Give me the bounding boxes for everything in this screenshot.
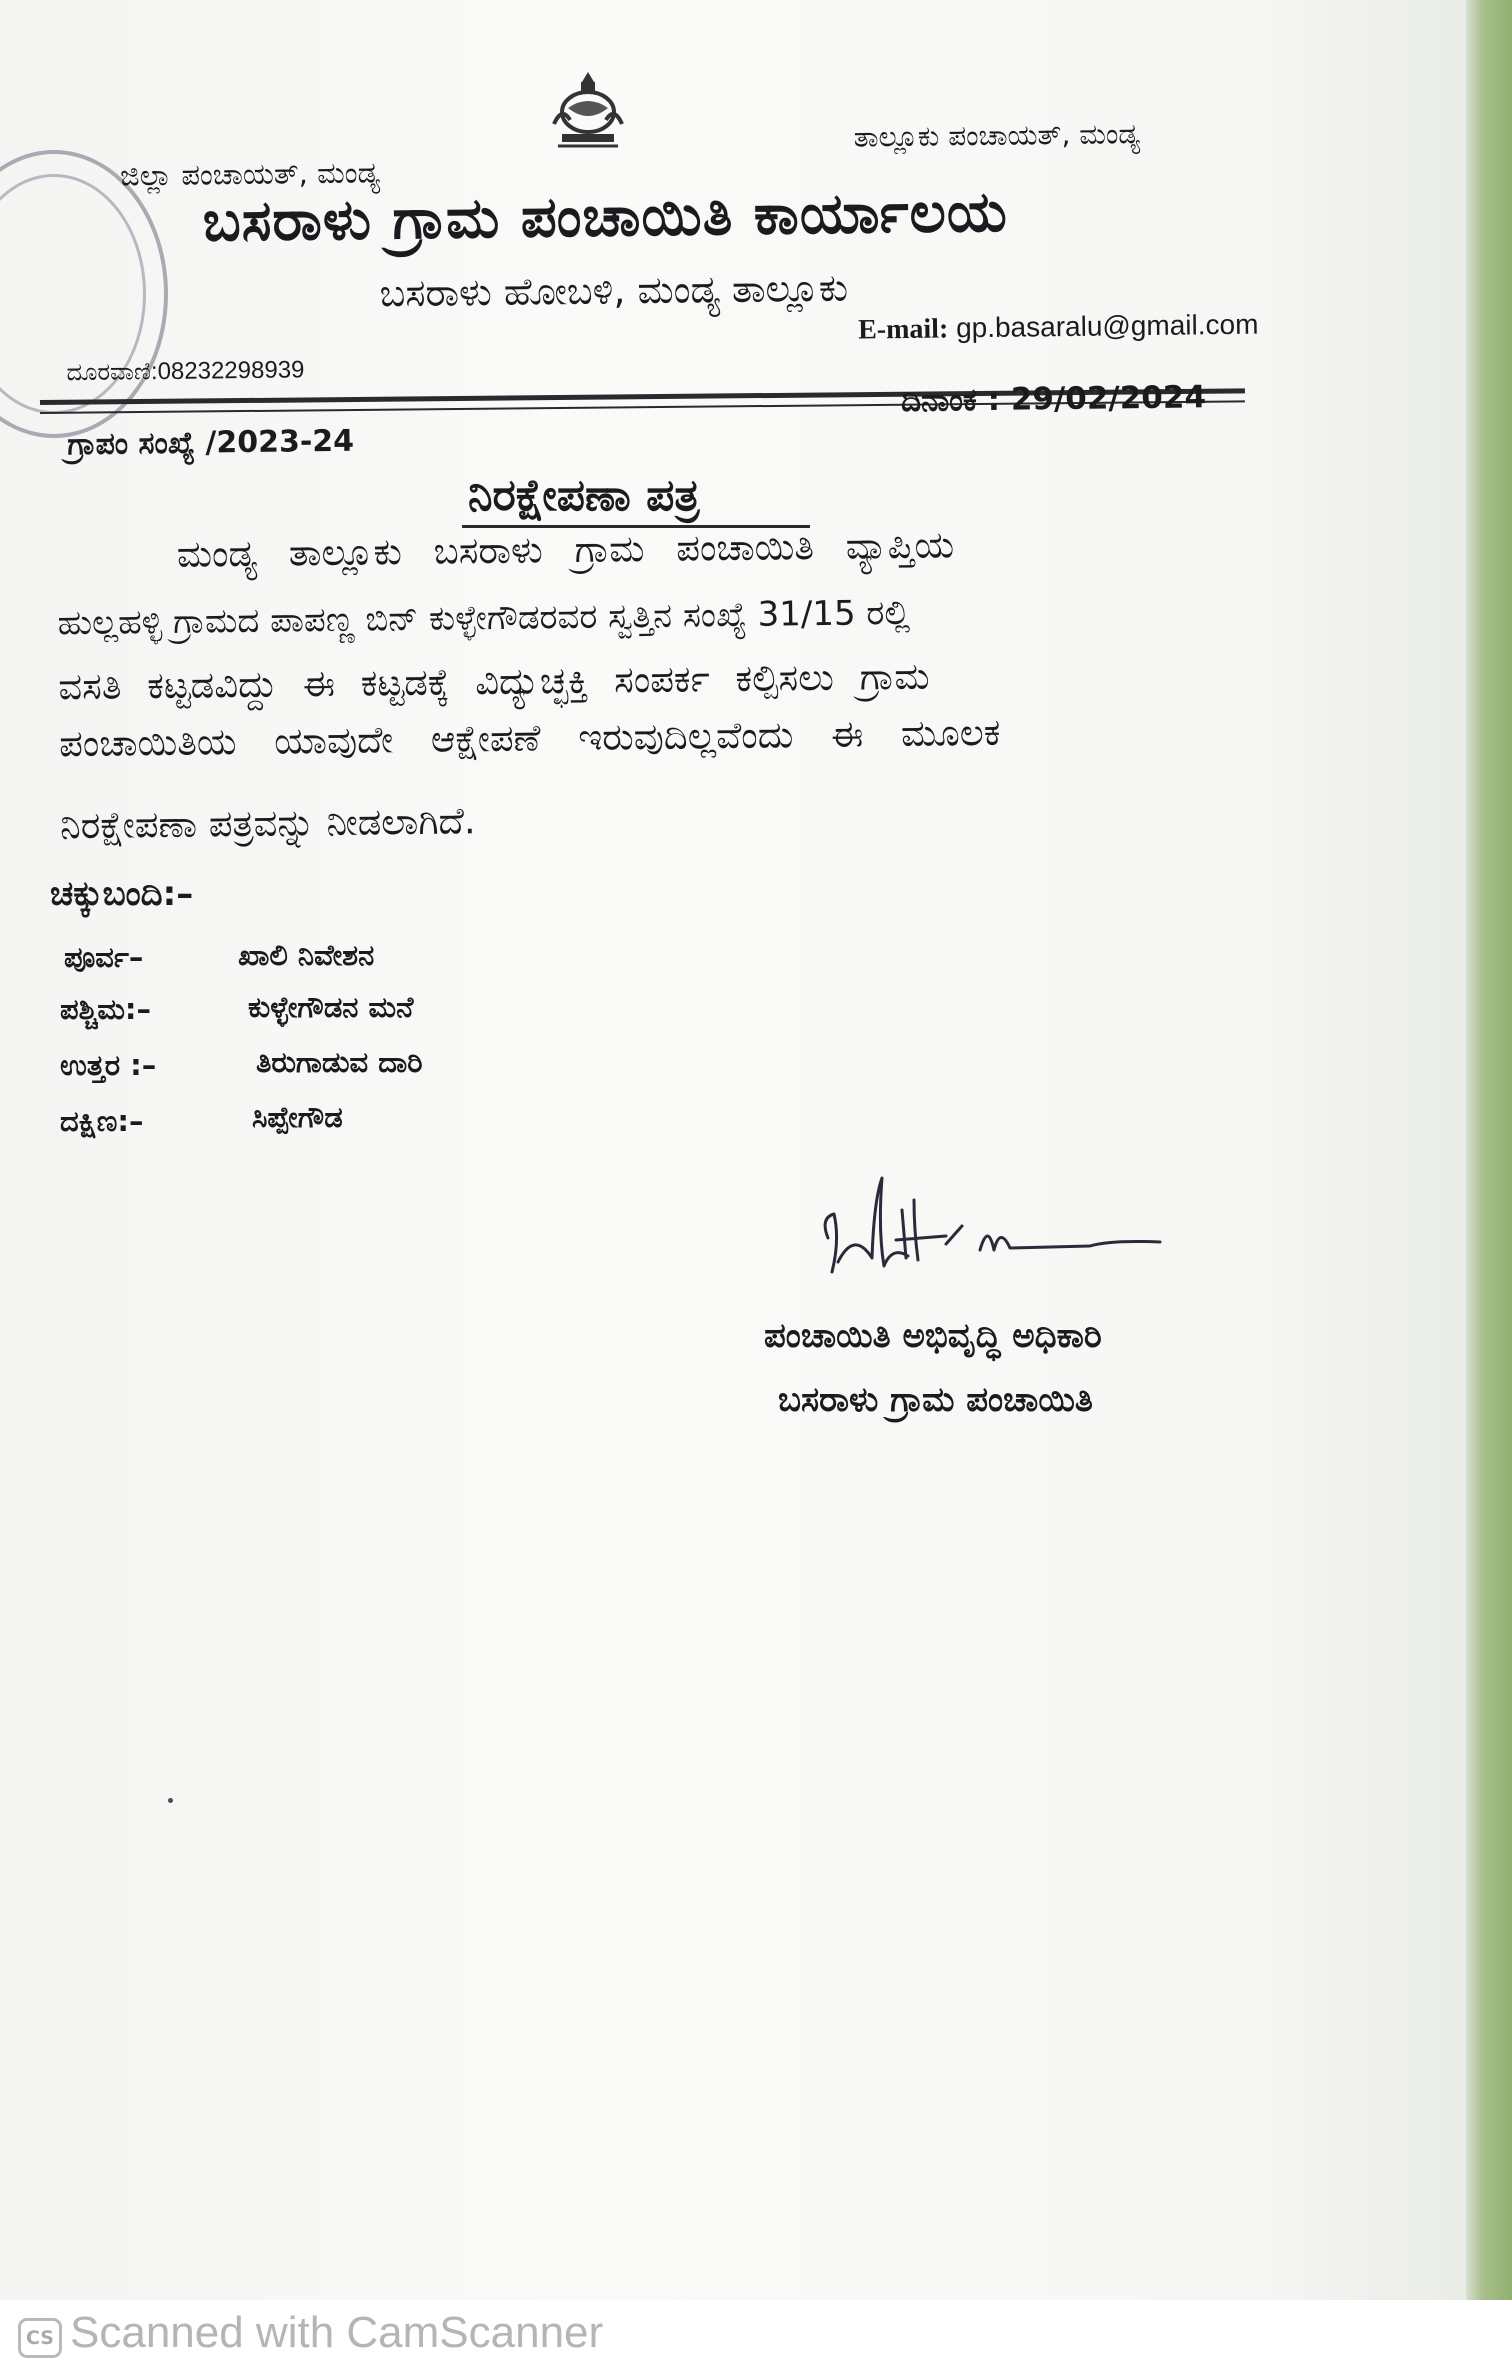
boundary-direction: ಉತ್ತರ :– xyxy=(60,1048,157,1082)
boundary-direction: ಪಶ್ಚಿಮ:– xyxy=(60,992,152,1026)
body-line: ಹುಲ್ಲಹಳ್ಳಿ ಗ್ರಾಮದ ಪಾಪಣ್ಣ ಬಿನ್ ಕುಳ್ಳೇಗೌಡರವರ ಸ್ವತ್ತಿನ ಸಂಖ್ಯೆ 31/15 ರಲ್ಲಿ xyxy=(57,592,911,644)
zilla-panchayat-label: ಜಿಲ್ಲಾ ಪಂಚಾಯತ್, ಮಂಡ್ಯ xyxy=(119,155,381,193)
boundary-value: ಸಿಪ್ಪೇಗೌಡ xyxy=(252,1100,343,1134)
taluk-panchayat-label: ತಾಲ್ಲೂಕು ಪಂಚಾಯತ್, ಮಂಡ್ಯ xyxy=(853,117,1141,154)
karnataka-emblem-icon xyxy=(548,68,628,150)
body-line: ವಸತಿ ಕಟ್ಟಡವಿದ್ದು ಈ ಕಟ್ಟಡಕ್ಕೆ ವಿದ್ಯುಚ್ಛಕ್ತಿ ಸಂಪರ್ಕ ಕಲ್ಪಿಸಲು ಗ್ರಾಮ xyxy=(58,654,930,709)
background-edge xyxy=(1466,0,1512,2300)
officer-signature xyxy=(810,1170,1170,1290)
body-line: ಪಂಚಾಯಿತಿಯ ಯಾವುದೇ ಆಕ್ಷೇಪಣೆ ಇರುವುದಿಲ್ಲವೆಂದು ಈ ಮೂಲಕ xyxy=(58,710,1001,766)
body-line: ಮಂಡ್ಯ ತಾಲ್ಲೂಕು ಬಸರಾಳು ಗ್ರಾಮ ಪಂಚಾಯಿತಿ ವ್ಯಾಪ್ತಿಯ xyxy=(176,523,955,576)
email-label: E-mail: xyxy=(857,313,949,346)
signatory-office: ಬಸರಾಳು ಗ್ರಾಮ ಪಂಚಾಯಿತಿ xyxy=(778,1380,1093,1420)
hobali-label: ಬಸರಾಳು ಹೋಬಳಿ, ಮಂಡ್ಯ ತಾಲ್ಲೂಕು xyxy=(379,265,849,316)
boundary-direction: ಪೂರ್ವ– xyxy=(64,940,144,974)
letter-title: ನಿರಕ್ಷೇಪಣಾ ಪತ್ರ xyxy=(468,470,700,521)
office-name: ಬಸರಾಳು ಗ್ರಾಮ ಪಂಚಾಯಿತಿ ಕಾರ್ಯಾಲಯ xyxy=(202,179,1009,255)
camscanner-logo-icon: CS xyxy=(18,2318,62,2358)
ink-dot xyxy=(168,1798,173,1803)
boundary-direction: ದಕ್ಷಿಣ:– xyxy=(60,1104,144,1138)
camscanner-watermark: Scanned with CamScanner xyxy=(70,2308,604,2357)
body-line: ನಿರಕ್ಷೇಪಣಾ ಪತ್ರವನ್ನು ನೀಡಲಾಗಿದೆ. xyxy=(59,799,476,848)
phone-number: ದೂರವಾಣಿ:08232298939 xyxy=(66,356,305,387)
reference-number: ಗ್ರಾಪಂ ಸಂಖ್ಯೆ /2023-24 xyxy=(67,423,355,463)
letter-date: ದಿನಾಂಕ : 29/02/2024 xyxy=(900,379,1207,420)
email-value: gp.basaralu@gmail.com xyxy=(955,308,1259,344)
signatory-designation: ಪಂಚಾಯಿತಿ ಅಭಿವೃದ್ಧಿ ಅಧಿಕಾರಿ xyxy=(764,1316,1102,1356)
email-address xyxy=(858,309,1259,347)
boundary-value: ಕುಳ್ಳೇಗೌಡನ ಮನೆ xyxy=(248,990,414,1024)
boundaries-heading: ಚಕ್ಕುಬಂದಿ:– xyxy=(50,874,194,914)
boundary-value: ಖಾಲಿ ನಿವೇಶನ xyxy=(238,938,375,972)
boundary-value: ತಿರುಗಾಡುವ ದಾರಿ xyxy=(256,1045,423,1079)
